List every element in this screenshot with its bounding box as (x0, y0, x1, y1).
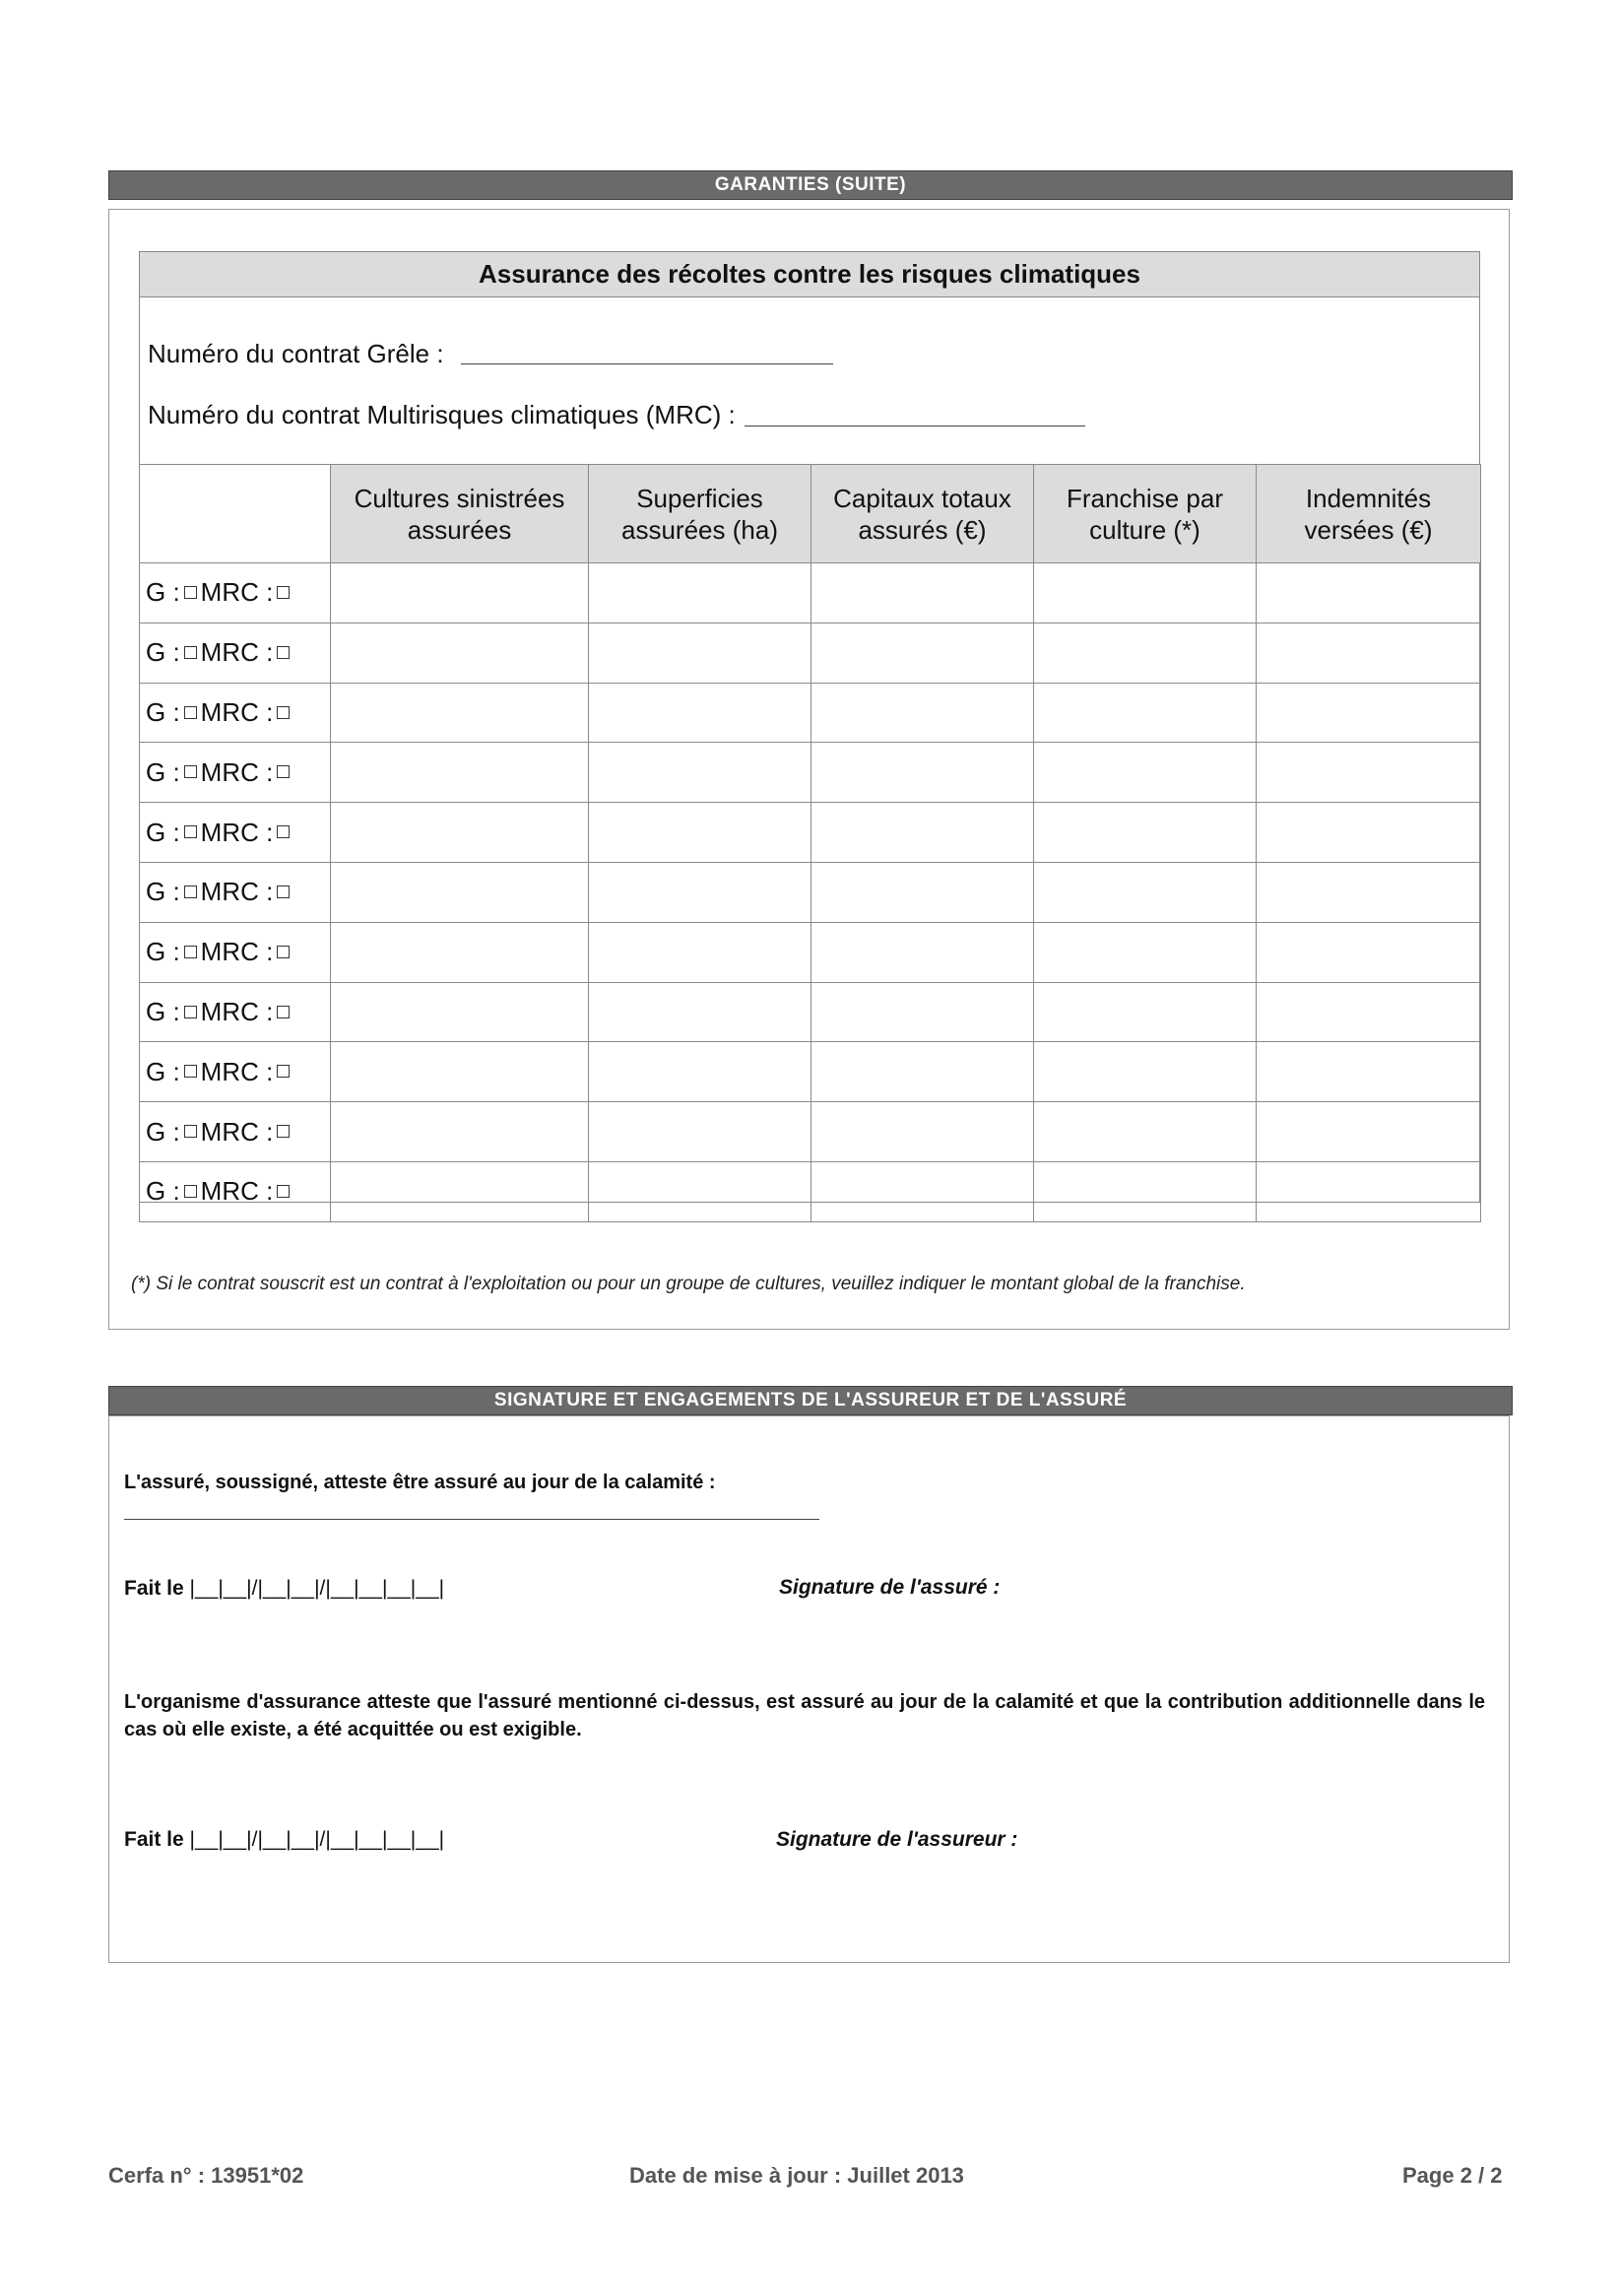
mrc-contract-label: Numéro du contrat Multirisques climatiques (MRC) : (148, 400, 736, 429)
mrc-checkbox[interactable] (277, 886, 290, 898)
hail-label: G : (146, 756, 180, 787)
indemnites-cell[interactable] (1257, 683, 1481, 743)
mrc-label: MRC : (200, 1056, 274, 1086)
indemnites-cell[interactable] (1257, 743, 1481, 803)
table-row (140, 1102, 1481, 1162)
cultures-cell[interactable] (331, 743, 589, 803)
fait-le-label: Fait le (124, 1577, 184, 1600)
cultures-cell[interactable] (331, 623, 589, 683)
superficies-cell[interactable] (589, 1161, 811, 1221)
table-row (140, 683, 1481, 743)
mrc-checkbox[interactable] (277, 586, 290, 599)
section-bar-signature: SIGNATURE ET ENGAGEMENTS DE L'ASSUREUR ET DE L'ASSURÉ (108, 1386, 1513, 1415)
insured-attest-input[interactable] (126, 1495, 821, 1521)
hail-label: G : (146, 877, 180, 907)
hail-checkbox[interactable] (184, 1065, 197, 1078)
capitaux-cell[interactable] (811, 623, 1034, 683)
hail-checkbox[interactable] (184, 1006, 197, 1018)
mrc-checkbox[interactable] (277, 1185, 290, 1198)
table-row (140, 1042, 1481, 1102)
row-type-cell (140, 803, 331, 863)
indemnites-cell[interactable] (1257, 563, 1481, 623)
page-number: Page 2 / 2 (1402, 2163, 1503, 2188)
capitaux-cell[interactable] (811, 743, 1034, 803)
insured-attest-text: L'assuré, soussigné, atteste être assuré au jour de la calamité : (124, 1472, 716, 1493)
mrc-checkbox[interactable] (277, 1065, 290, 1078)
hail-label: G : (146, 637, 180, 668)
row-type-cell (140, 1161, 331, 1221)
franchise-cell[interactable] (1034, 922, 1257, 982)
table-row (140, 1161, 1481, 1221)
header-capitaux: Capitaux totaux assurés (€) (811, 465, 1034, 563)
superficies-cell[interactable] (589, 862, 811, 922)
cultures-cell[interactable] (331, 922, 589, 982)
hail-checkbox[interactable] (184, 1185, 197, 1198)
indemnites-cell[interactable] (1257, 803, 1481, 863)
hail-label: G : (146, 1176, 180, 1207)
mrc-checkbox[interactable] (277, 765, 290, 778)
table-row (140, 862, 1481, 922)
indemnites-cell[interactable] (1257, 922, 1481, 982)
insurer-signature-label: Signature de l'assureur : (776, 1828, 1018, 1851)
header-row-type (140, 465, 331, 563)
superficies-cell[interactable] (589, 743, 811, 803)
franchise-cell[interactable] (1034, 803, 1257, 863)
hail-label: G : (146, 996, 180, 1026)
hail-label: G : (146, 577, 180, 608)
superficies-cell[interactable] (589, 683, 811, 743)
superficies-cell[interactable] (589, 623, 811, 683)
franchise-footnote: (*) Si le contrat souscrit est un contrat à l'exploitation ou pour un groupe de cultures, veuillez indiquer le montant global de la franchise. (131, 1274, 1246, 1294)
hail-checkbox[interactable] (184, 646, 197, 659)
insured-date-field[interactable] (124, 1577, 444, 1601)
franchise-cell[interactable] (1034, 862, 1257, 922)
hail-checkbox[interactable] (184, 706, 197, 719)
mrc-label: MRC : (200, 996, 274, 1026)
header-cultures: Cultures sinistrées assurées (331, 465, 589, 563)
superficies-cell[interactable] (589, 922, 811, 982)
table-row (140, 982, 1481, 1042)
franchise-cell[interactable] (1034, 743, 1257, 803)
superficies-cell[interactable] (589, 803, 811, 863)
fait-le-label: Fait le (124, 1828, 184, 1851)
mrc-label: MRC : (200, 577, 274, 608)
hail-checkbox[interactable] (184, 1125, 197, 1138)
mrc-label: MRC : (200, 696, 274, 727)
indemnites-cell[interactable] (1257, 982, 1481, 1042)
header-franchise: Franchise par culture (*) (1034, 465, 1257, 563)
mrc-checkbox[interactable] (277, 825, 290, 838)
table-row (140, 623, 1481, 683)
table-header-row (140, 465, 1481, 563)
superficies-cell[interactable] (589, 1102, 811, 1162)
row-type-cell (140, 563, 331, 623)
franchise-cell[interactable] (1034, 623, 1257, 683)
indemnites-cell[interactable] (1257, 1161, 1481, 1221)
section-bar-guarantees: GARANTIES (SUITE) (108, 170, 1513, 200)
superficies-cell[interactable] (589, 982, 811, 1042)
cultures-cell[interactable] (331, 1161, 589, 1221)
capitaux-cell[interactable] (811, 982, 1034, 1042)
mrc-contract-input[interactable] (746, 402, 1087, 427)
cultures-cell[interactable] (331, 803, 589, 863)
date-boxes[interactable]: |__|__|/|__|__|/|__|__|__|__| (189, 1577, 445, 1600)
capitaux-cell[interactable] (811, 803, 1034, 863)
mrc-checkbox[interactable] (277, 1125, 290, 1138)
mrc-label: MRC : (200, 637, 274, 668)
hail-checkbox[interactable] (184, 886, 197, 898)
capitaux-cell[interactable] (811, 1161, 1034, 1221)
mrc-label: MRC : (200, 1176, 274, 1207)
indemnites-cell[interactable] (1257, 1042, 1481, 1102)
hail-contract-label: Numéro du contrat Grêle : (148, 339, 444, 368)
insurer-attest-text: L'organisme d'assurance atteste que l'assuré mentionné ci-dessus, est assuré au jour de la calamité et que la contribution additionnelle dans le cas où elle existe, a été acquittée ou est exigible. (124, 1691, 1485, 1740)
update-date: Date de mise à jour : Juillet 2013 (629, 2163, 964, 2188)
mrc-label: MRC : (200, 877, 274, 907)
mrc-label: MRC : (200, 817, 274, 847)
franchise-cell[interactable] (1034, 982, 1257, 1042)
mrc-checkbox[interactable] (277, 1006, 290, 1018)
row-type-cell (140, 623, 331, 683)
capitaux-cell[interactable] (811, 563, 1034, 623)
insurer-date-field[interactable] (124, 1828, 444, 1852)
row-type-cell (140, 1102, 331, 1162)
hail-label: G : (146, 1056, 180, 1086)
mrc-checkbox[interactable] (277, 646, 290, 659)
crop-losses-table (139, 464, 1481, 1222)
cultures-cell[interactable] (331, 1042, 589, 1102)
insured-signature-label: Signature de l'assuré : (779, 1576, 1001, 1599)
hail-contract-input[interactable] (463, 341, 835, 366)
hail-checkbox[interactable] (184, 825, 197, 838)
header-superficies: Superficies assurées (ha) (589, 465, 811, 563)
row-type-cell (140, 683, 331, 743)
capitaux-cell[interactable] (811, 1042, 1034, 1102)
franchise-cell[interactable] (1034, 1161, 1257, 1221)
table-row (140, 922, 1481, 982)
table-row (140, 743, 1481, 803)
franchise-cell[interactable] (1034, 563, 1257, 623)
hail-checkbox[interactable] (184, 946, 197, 958)
hail-label: G : (146, 1116, 180, 1147)
cultures-cell[interactable] (331, 982, 589, 1042)
crop-insurance-heading: Assurance des récoltes contre les risques climatiques (140, 252, 1479, 297)
cultures-cell[interactable] (331, 862, 589, 922)
hail-checkbox[interactable] (184, 586, 197, 599)
indemnites-cell[interactable] (1257, 862, 1481, 922)
hail-label: G : (146, 696, 180, 727)
hail-checkbox[interactable] (184, 765, 197, 778)
table-row (140, 803, 1481, 863)
indemnites-cell[interactable] (1257, 623, 1481, 683)
mrc-label: MRC : (200, 756, 274, 787)
guarantees-frame (108, 209, 1510, 1330)
row-type-cell (140, 982, 331, 1042)
cultures-cell[interactable] (331, 563, 589, 623)
mrc-label: MRC : (200, 1116, 274, 1147)
hail-label: G : (146, 817, 180, 847)
table-row (140, 563, 1481, 623)
row-type-cell (140, 743, 331, 803)
franchise-cell[interactable] (1034, 1042, 1257, 1102)
row-type-cell (140, 862, 331, 922)
row-type-cell (140, 1042, 331, 1102)
capitaux-cell[interactable] (811, 862, 1034, 922)
superficies-cell[interactable] (589, 1042, 811, 1102)
capitaux-cell[interactable] (811, 922, 1034, 982)
franchise-cell[interactable] (1034, 1102, 1257, 1162)
signature-frame (108, 1415, 1510, 1963)
mrc-checkbox[interactable] (277, 706, 290, 719)
capitaux-cell[interactable] (811, 1102, 1034, 1162)
indemnites-cell[interactable] (1257, 1102, 1481, 1162)
cultures-cell[interactable] (331, 683, 589, 743)
franchise-cell[interactable] (1034, 683, 1257, 743)
superficies-cell[interactable] (589, 563, 811, 623)
header-indemnites: Indemnités versées (€) (1257, 465, 1481, 563)
cerfa-number: Cerfa n° : 13951*02 (108, 2163, 304, 2188)
hail-label: G : (146, 937, 180, 967)
cultures-cell[interactable] (331, 1102, 589, 1162)
date-boxes[interactable]: |__|__|/|__|__|/|__|__|__|__| (189, 1828, 445, 1851)
row-type-cell (140, 922, 331, 982)
mrc-label: MRC : (200, 937, 274, 967)
mrc-checkbox[interactable] (277, 946, 290, 958)
capitaux-cell[interactable] (811, 683, 1034, 743)
